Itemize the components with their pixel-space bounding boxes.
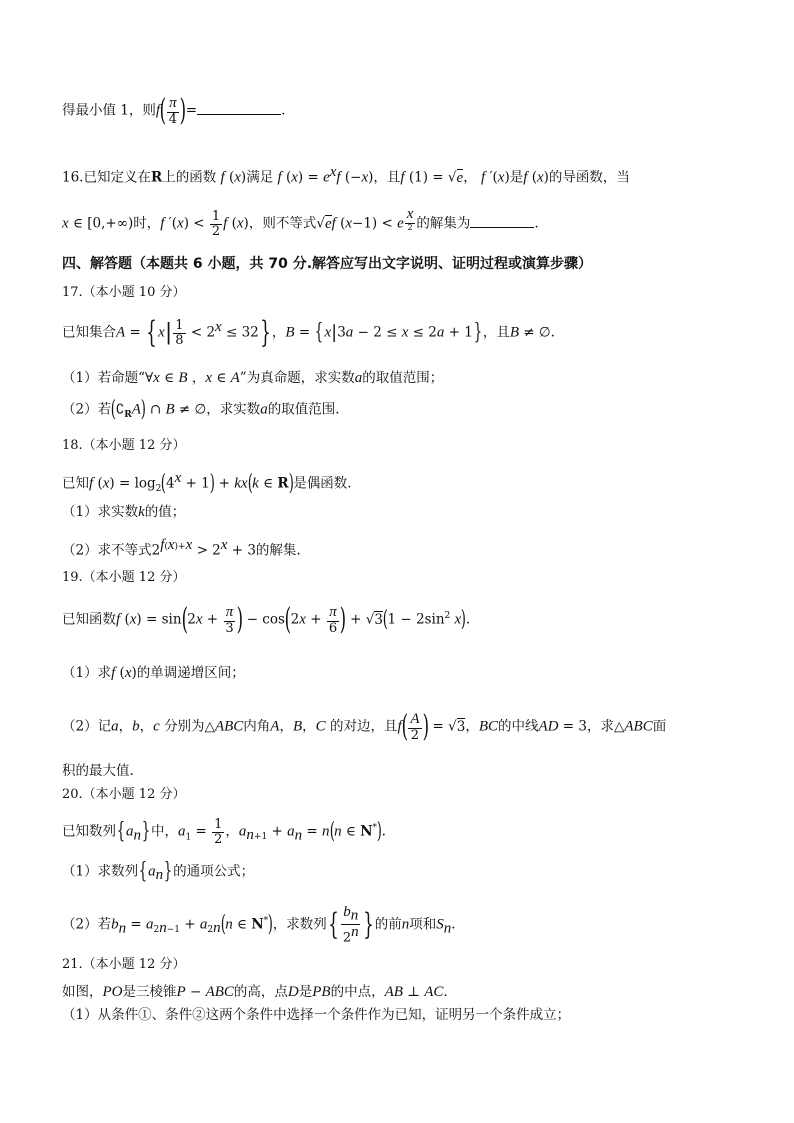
answer-blank-16[interactable] (470, 226, 534, 228)
problem-19-stem: 已知函数f (x) = sin(2x + $\frac{\pi}{3}$ ) − cos(2x + $\frac{\pi}{6}$ ) + $√3(1 - 2\sin^2$ x). (62, 602, 471, 638)
problem-20-header: 20.（本小题 12 分） (62, 787, 186, 802)
answer-blank[interactable] (197, 113, 281, 115)
problem-20-q2: （2）若$b_n = a_{2n-1} + a_{2n}(n$ ∈ N*)，求数列{ $\frac{b_n}{2^n}$ }的前n项和$S_n$. (62, 904, 456, 946)
problem-17-stem: 已知集合A = {x| $\frac{1}{8}$ < $2^x \le 32$}，B = {x|3a − 2 ≤ x ≤ 2a + 1}，且B ≠ ∅. (62, 315, 555, 350)
problem-16-line-2: x ∈ [0,+∞)时，f ′(x) < $\frac{1}{2}$ f (x)，则不等式√ef (x−1) < e $^{\frac{x}{2}}$ 的解集为 . (62, 206, 539, 239)
problem-18-q1: （1）求实数k的值； (62, 504, 186, 520)
problem-20-stem: 已知数列$\{a_n\}$中，$a_1$ = $\frac{1}{2}$ ，$a_{n+1} + a_n = n(n$ ∈ N*). (62, 817, 386, 847)
problem-18-q2: （2）求不等式$2^{f(x)+x} > 2^x + 3$的解集. (62, 537, 301, 559)
problem-16-line-1: 16.已知定义在R上的函数 f (x)满足 f $(x) = e^xf$ (−x)，且f (1) = √e， f ′(x)是f (x)的导函数，当 (62, 164, 630, 186)
problem-15-tail: 得最小值 1，则f( $\frac{\pi}{4}$ )= . (62, 93, 286, 129)
problem-18-stem: 已知f $(x) = \log_2(4^x + 1) + kx(k$ ∈ R)是偶函数. (62, 470, 352, 496)
problem-21-header: 21.（本小题 12 分） (62, 957, 186, 972)
problem-21-stem: 如图，PO是三棱锥P − ABC的高，点D是PB的中点，AB ⊥ AC. (62, 984, 448, 1000)
problem-17-q2: （2）若$(∁_RA)$ ∩ B ≠ ∅，求实数a的取值范围. (62, 397, 340, 422)
problem-19-q2: （2）记a，b，c 分别为△ABC内角A，B，C 的对边，且f( $\frac{A}{2}$ ) = √3，BC的中线AD = 3，求△ABC面 (62, 709, 667, 745)
problem-20-q1: （1）求数列$\{a_n\}$的通项公式； (62, 859, 255, 884)
section-4-title: 四、解答题（本题共 6 小题，共 70 分.解答应写出文字说明、证明过程或演算步骤） (62, 256, 593, 272)
problem-17-header: 17.（本小题 10 分） (62, 285, 186, 300)
problem-19-q1: （1）求f (x)的单调递增区间； (62, 665, 245, 681)
problem-21-q1: （1）从条件①、条件②这两个条件中选择一个条件作为已知，证明另一个条件成立； (62, 1007, 571, 1023)
problem-18-header: 18.（本小题 12 分） (62, 438, 186, 453)
problem-19-header: 19.（本小题 12 分） (62, 570, 186, 585)
problem-19-q2-cont: 积的最大值. (62, 763, 134, 779)
problem-17-q1: （1）若命题“∀x ∈ B ，x ∈ A”为真命题，求实数a的取值范围； (62, 370, 444, 386)
